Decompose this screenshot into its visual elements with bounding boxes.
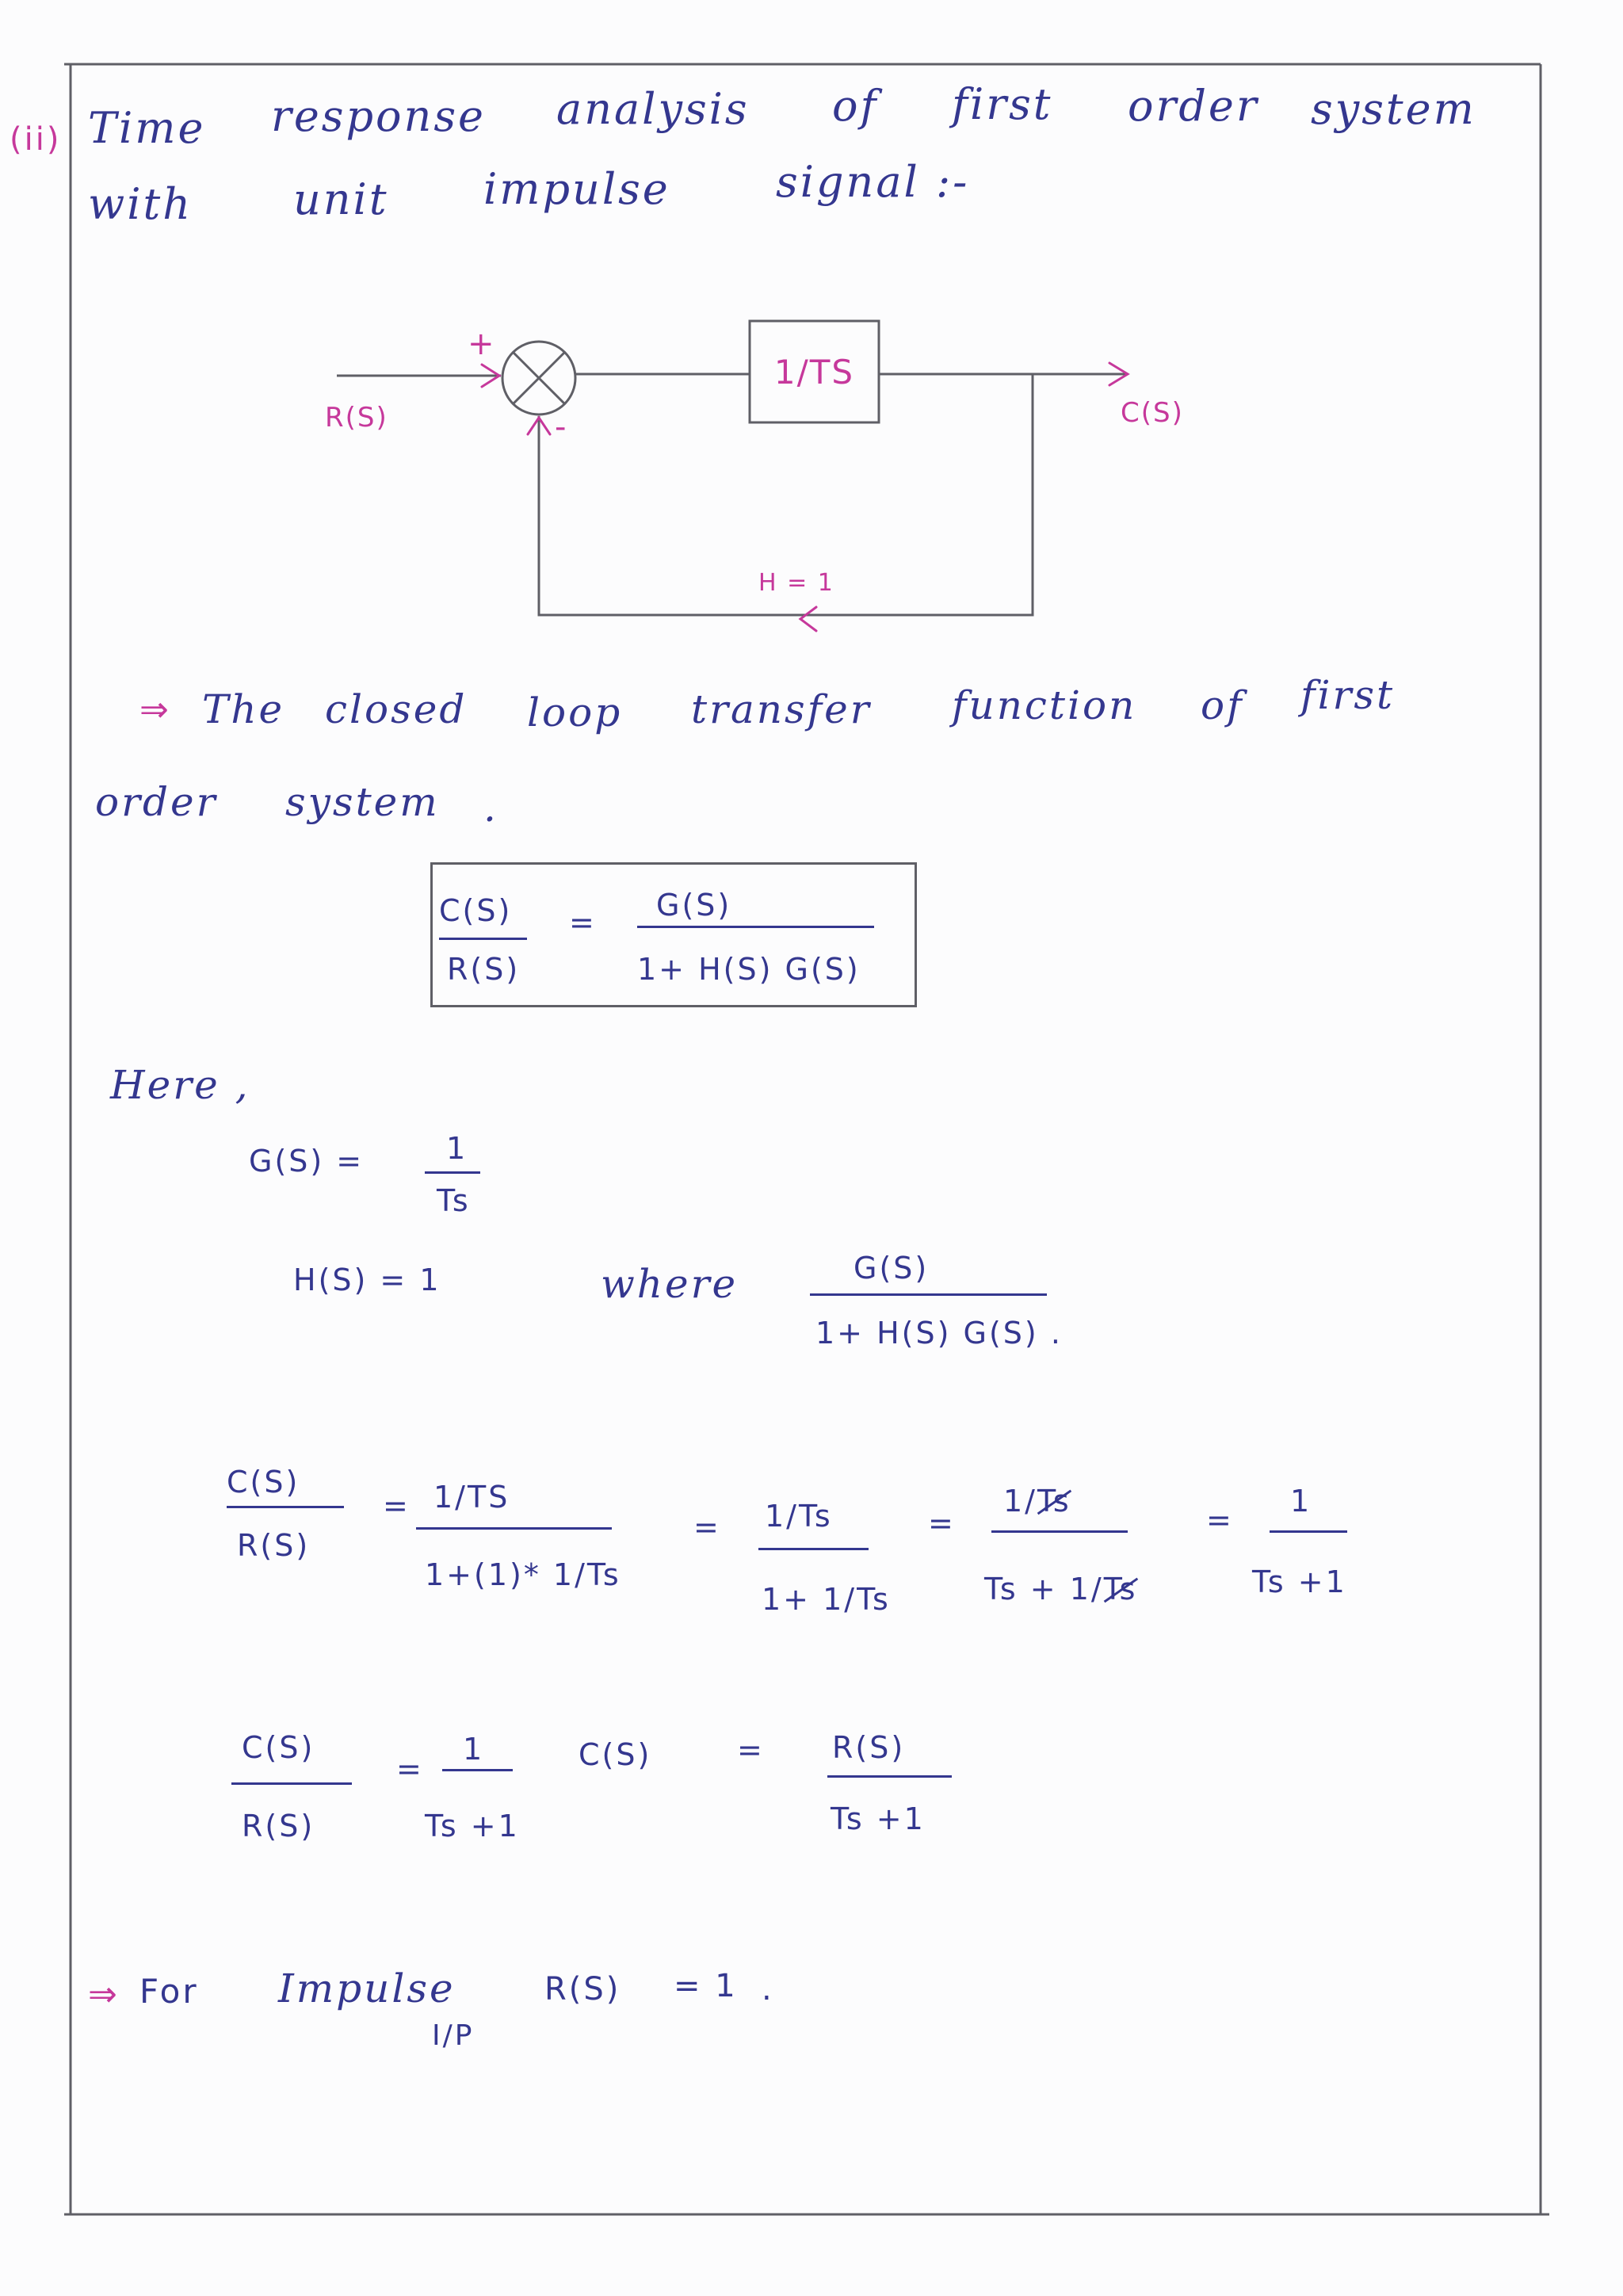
fraction-bar	[416, 1527, 612, 1530]
block-diagram	[337, 321, 1128, 615]
impulse-rs: R(S)	[544, 1971, 621, 2008]
fraction-bar	[227, 1506, 344, 1508]
heading-word: response	[271, 91, 487, 141]
statement-word: of	[1201, 682, 1244, 728]
heading-word: impulse	[483, 164, 670, 214]
statement-word: first	[1300, 672, 1396, 718]
fraction-bar	[758, 1548, 869, 1550]
fraction-denominator: Ts	[437, 1183, 471, 1218]
implies-arrow: ⇒	[88, 1974, 120, 2015]
cancelled-term: Ts	[1103, 1572, 1138, 1606]
statement-word: The	[202, 686, 285, 732]
heading-word: signal :-	[776, 157, 970, 207]
fraction-denominator	[984, 1574, 1137, 1604]
numerator-text: 1/	[1003, 1484, 1037, 1519]
fraction-bar	[1270, 1530, 1347, 1533]
fraction-numerator: C(S)	[439, 893, 513, 928]
fraction-denominator: R(S)	[237, 1528, 311, 1563]
here-label: Here ,	[110, 1062, 250, 1108]
impulse-value: = 1	[674, 1968, 738, 2004]
fraction-bar	[425, 1171, 480, 1174]
fraction-bar	[231, 1782, 352, 1785]
fraction-denominator: 1+ H(S) G(S) .	[815, 1316, 1063, 1350]
fraction-bar	[991, 1530, 1128, 1533]
statement-word: function	[952, 682, 1137, 728]
heading-word: order	[1128, 81, 1259, 131]
minus-sign: -	[555, 409, 568, 445]
where-label: where	[601, 1261, 739, 1307]
fraction-denominator: Ts +1	[831, 1801, 926, 1836]
transfer-block-label: 1/TS	[773, 352, 855, 392]
fraction-numerator: 1/Ts	[765, 1499, 833, 1534]
heading-word: first	[952, 79, 1053, 129]
fraction-bar	[827, 1775, 952, 1778]
equals-sign: =	[396, 1752, 424, 1786]
fraction-bar	[442, 1769, 513, 1771]
fraction-numerator: G(S)	[656, 888, 732, 923]
fraction-denominator: R(S)	[242, 1809, 315, 1843]
cancelled-term: Ts	[1037, 1484, 1071, 1519]
input-label: R(S)	[325, 402, 388, 434]
fraction-denominator: R(S)	[447, 952, 521, 987]
impulse-word: Impulse	[278, 1966, 456, 2011]
fraction-denominator: 1+(1)* 1/Ts	[425, 1557, 621, 1592]
feedback-gain-label: H = 1	[758, 569, 834, 597]
impulse-for-word: For	[139, 1972, 199, 2011]
denominator-text: Ts + 1/	[984, 1572, 1104, 1606]
fraction-bar	[637, 926, 874, 928]
fraction-numerator: G(S)	[854, 1251, 930, 1286]
fraction-bar	[439, 938, 527, 940]
heading-word: analysis	[556, 84, 750, 134]
implies-arrow: ⇒	[139, 690, 171, 730]
heading-word: of	[832, 81, 879, 131]
fraction-numerator: 1	[446, 1131, 468, 1166]
fraction-bar	[810, 1293, 1047, 1296]
input-abbreviation: I/P	[432, 2019, 475, 2052]
statement-word: closed	[325, 686, 468, 732]
heading-word: unit	[293, 174, 389, 224]
fraction-numerator: R(S)	[832, 1730, 906, 1765]
output-label: C(S)	[1121, 397, 1184, 429]
fraction-denominator: 1+ 1/Ts	[762, 1582, 891, 1617]
fraction-numerator: 1/TS	[433, 1480, 510, 1515]
section-number: (ii)	[10, 121, 62, 158]
fraction-numerator: C(S)	[227, 1465, 300, 1499]
equals-sign: =	[737, 1733, 765, 1767]
equals-sign: =	[928, 1506, 956, 1541]
statement-word: system	[285, 779, 440, 825]
fraction-denominator: Ts +1	[425, 1809, 520, 1843]
heading-word: system	[1311, 84, 1476, 134]
fraction-numerator: C(S)	[242, 1730, 315, 1765]
heading-word: Time	[88, 103, 206, 153]
plus-sign: +	[468, 326, 496, 362]
output-expression: C(S)	[579, 1737, 652, 1772]
feedback-direction-arrow	[800, 607, 816, 631]
statement-word: order	[95, 779, 218, 825]
fraction-denominator: 1+ H(S) G(S)	[637, 952, 861, 987]
statement-word: loop	[527, 690, 623, 735]
equals-sign: =	[1206, 1503, 1234, 1538]
equals-sign: =	[383, 1488, 411, 1523]
g-definition-lhs: G(S) =	[249, 1144, 365, 1179]
fraction-numerator	[1003, 1484, 1071, 1519]
impulse-period: .	[762, 1971, 774, 2008]
equals-sign: =	[693, 1510, 721, 1545]
statement-period: .	[483, 785, 498, 831]
equals-sign: =	[569, 905, 597, 940]
fraction-numerator: 1	[463, 1732, 485, 1767]
fraction-denominator: Ts +1	[1252, 1564, 1347, 1599]
h-definition: H(S) = 1	[293, 1263, 441, 1297]
fraction-numerator: 1	[1290, 1484, 1312, 1519]
heading-word: with	[88, 179, 193, 229]
statement-word: transfer	[691, 686, 872, 732]
